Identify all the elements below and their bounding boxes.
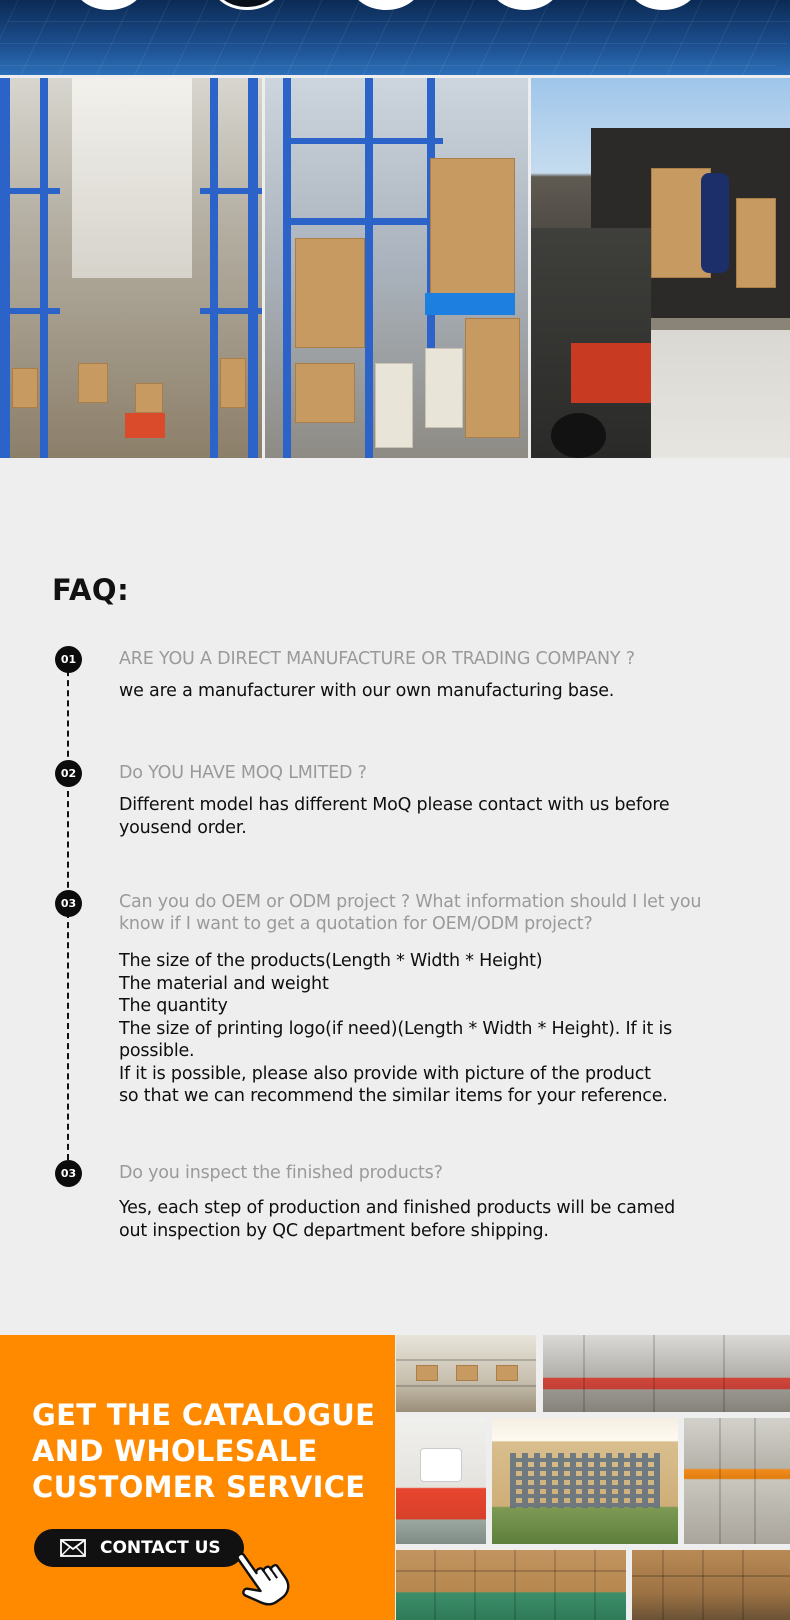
contact-us-label: CONTACT US bbox=[100, 1538, 221, 1558]
warehouse-boxes-photo bbox=[632, 1550, 790, 1620]
truck-loading-photo bbox=[531, 78, 790, 458]
faq-number-badge: 03 bbox=[55, 890, 82, 917]
cta-title-line: GET THE CATALOGUE bbox=[32, 1398, 376, 1432]
product-shelf-photo bbox=[396, 1335, 536, 1412]
contact-us-button[interactable] bbox=[34, 1529, 244, 1567]
faq-number-badge: 01 bbox=[55, 646, 82, 673]
banner-grid-pattern bbox=[0, 0, 790, 75]
envelope-icon bbox=[60, 1539, 86, 1557]
faq-answer-line: possible. bbox=[119, 1041, 195, 1061]
faq-answer-line: Different model has different MoQ please contact with us before bbox=[119, 795, 670, 815]
faq-question: Can you do OEM or ODM project ? What information should I let you know if I want to get a quotation for OEM/ODM project? bbox=[119, 892, 702, 934]
faq-answer-line: yousend order. bbox=[119, 817, 247, 838]
cta-title-line: AND WHOLESALE bbox=[32, 1434, 318, 1468]
faq-answer bbox=[119, 680, 759, 703]
faq-number-badge: 02 bbox=[55, 760, 82, 787]
faq-answer-line: out inspection by QC department before shipping. bbox=[119, 1220, 549, 1241]
faq-answer-line: The size of the products(Length * Width * Height) bbox=[119, 951, 543, 971]
faq-question: Do YOU HAVE MOQ LMITED ? bbox=[119, 763, 367, 783]
faq-answer bbox=[119, 794, 759, 839]
faq-question: Do you inspect the finished products? bbox=[119, 1163, 443, 1183]
faq-number-badge: 03 bbox=[55, 1160, 82, 1187]
warehouse-racks-photo bbox=[265, 78, 528, 458]
cta-title bbox=[32, 1397, 392, 1505]
printer-product-photo bbox=[396, 1418, 486, 1544]
faq-answer bbox=[119, 1197, 759, 1242]
factory-building-photo bbox=[492, 1418, 678, 1544]
faq-answer bbox=[119, 950, 759, 1108]
faq-answer-line: so that we can recommend the similar items for your reference. bbox=[119, 1086, 668, 1106]
faq-answer-line: The size of printing logo(if need)(Length * Width * Height). If it is bbox=[119, 1018, 673, 1039]
faq-answer-line: If it is possible, please also provide with picture of the product bbox=[119, 1063, 651, 1084]
warehouse-aisle-photo bbox=[0, 78, 262, 458]
top-banner bbox=[0, 0, 790, 75]
faq-question: ARE YOU A DIRECT MANUFACTURE OR TRADING COMPANY ? bbox=[119, 649, 635, 669]
faq-title: FAQ: bbox=[52, 573, 130, 607]
faq-answer-line: The quantity bbox=[119, 996, 228, 1016]
faq-answer-line: we are a manufacturer with our own manufacturing base. bbox=[119, 681, 615, 701]
carton-stack-photo bbox=[396, 1550, 626, 1620]
assembly-machines-photo bbox=[684, 1418, 790, 1544]
faq-answer-line: Yes, each step of production and finished products will be camed bbox=[119, 1198, 675, 1218]
cta-title-line: CUSTOMER SERVICE bbox=[32, 1470, 366, 1504]
production-line-photo bbox=[543, 1335, 790, 1412]
hand-pointer-icon bbox=[226, 1541, 296, 1611]
faq-answer-line: The material and weight bbox=[119, 973, 329, 994]
